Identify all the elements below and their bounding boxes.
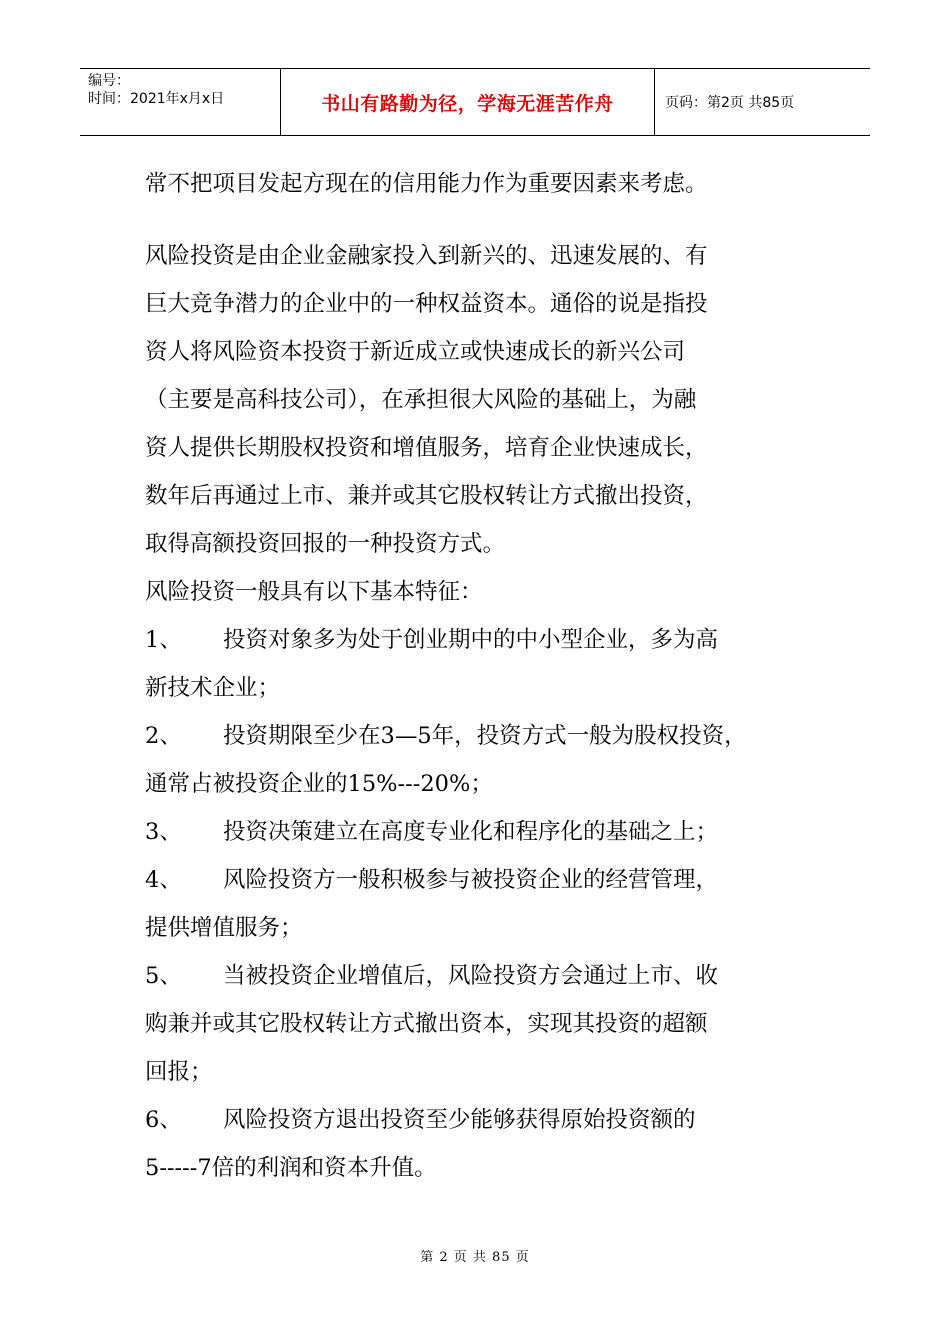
header-meta — [80, 69, 281, 135]
feature-item-3 — [145, 808, 825, 856]
item-text: 当被投资企业增值后，风险投资方会通过上市、收 — [223, 963, 719, 989]
item-text: 风险投资方退出投资至少能够获得原始投资额的 — [223, 1107, 696, 1133]
feature-item-5 — [145, 952, 825, 1096]
item-text-continued: 回报； — [145, 1059, 213, 1085]
definition-line: 数年后再通过上市、兼并或其它股权转让方式撤出投资， — [145, 483, 708, 509]
item-text-continued: 通常占被投资企业的15%---20%； — [145, 771, 493, 797]
item-number: 3、 — [145, 819, 182, 845]
definition-line: （主要是高科技公司），在承担很大风险的基础上，为融 — [145, 387, 697, 413]
item-text-continued: 提供增值服务； — [145, 915, 303, 941]
item-text: 风险投资方一般积极参与被投资企业的经营管理， — [223, 867, 719, 893]
page-header — [80, 68, 870, 136]
item-text: 投资期限至少在3—5年，投资方式一般为股权投资， — [223, 723, 747, 749]
feature-item-6 — [145, 1096, 825, 1192]
feature-item-1 — [145, 616, 825, 712]
item-number: 6、 — [145, 1107, 182, 1133]
definition-line: 取得高额投资回报的一种投资方式。 — [145, 531, 506, 557]
item-text-continued: 新技术企业； — [145, 675, 281, 701]
page-footer: 第 2 页 共 85 页 — [420, 1250, 530, 1265]
item-text: 投资对象多为处于创业期中的中小型企业，多为高 — [223, 627, 719, 653]
item-text: 投资决策建立在高度专业化和程序化的基础之上； — [223, 819, 719, 845]
definition-line: 巨大竞争潜力的企业中的一种权益资本。通俗的说是指投 — [145, 291, 708, 317]
document-body — [145, 160, 825, 1192]
item-number: 2、 — [145, 723, 182, 749]
document-time-label: 时间：2021年x月x日 — [88, 91, 225, 107]
features-intro: 风险投资一般具有以下基本特征： — [145, 579, 483, 605]
header-motto: 书山有路勤为径，学海无涯苦作舟 — [281, 69, 655, 135]
definition-line: 风险投资是由企业金融家投入到新兴的、迅速发展的、有 — [145, 243, 708, 269]
definition-line: 资人将风险资本投资于新近成立或快速成长的新兴公司 — [145, 339, 686, 365]
item-number: 5、 — [145, 963, 182, 989]
definition-line: 资人提供长期股权投资和增值服务，培育企业快速成长， — [145, 435, 708, 461]
item-number: 1、 — [145, 627, 182, 653]
item-number: 4、 — [145, 867, 182, 893]
feature-item-2 — [145, 712, 825, 808]
document-number-label: 编号： — [88, 73, 130, 89]
item-text-continued: 5-----7倍的利润和资本升值。 — [145, 1155, 437, 1181]
continued-paragraph-line: 常不把项目发起方现在的信用能力作为重要因素来考虑。 — [145, 171, 708, 197]
header-page-info: 页码：第2页 共85页 — [665, 95, 795, 111]
item-text-continued: 购兼并或其它股权转让方式撤出资本，实现其投资的超额 — [145, 1011, 708, 1037]
feature-item-4 — [145, 856, 825, 952]
